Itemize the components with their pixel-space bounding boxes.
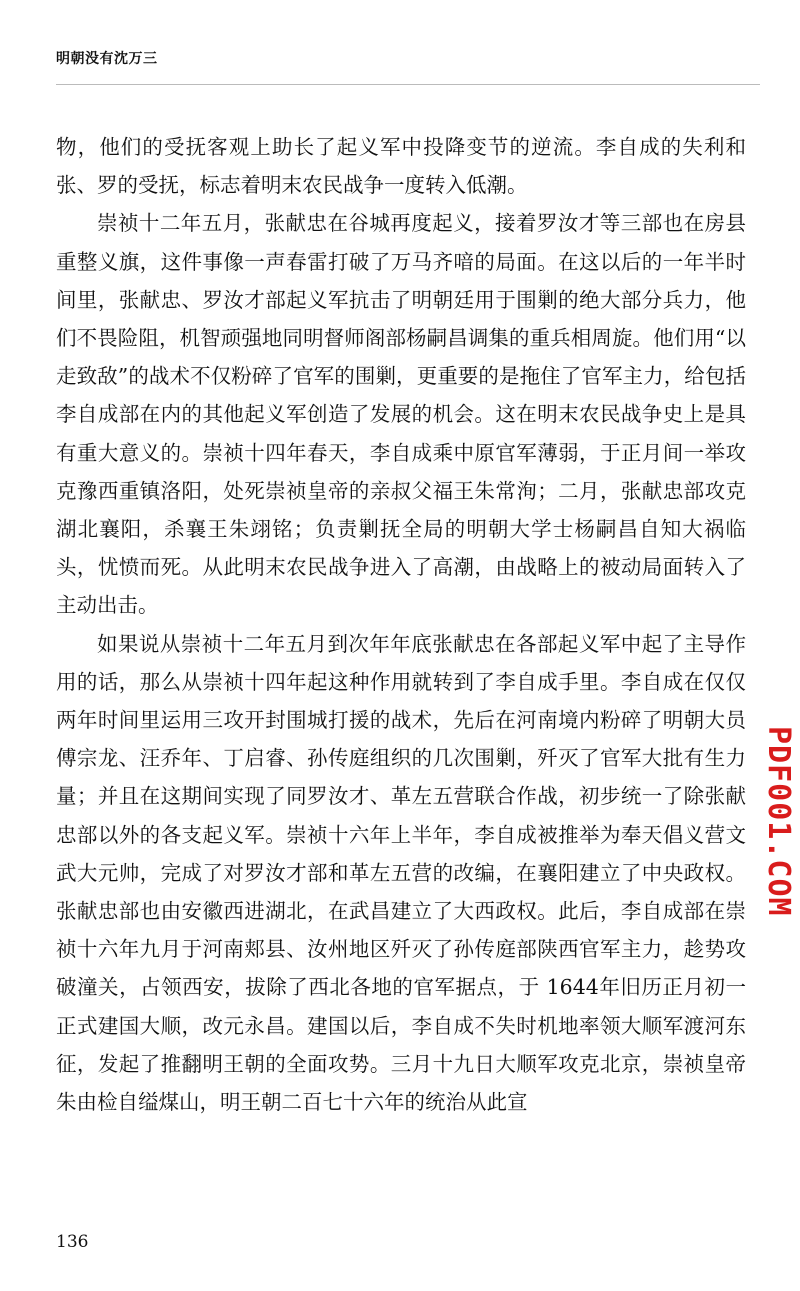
watermark-text: PDF001.COM — [761, 726, 796, 917]
paragraph-3: 如果说从崇祯十二年五月到次年年底张献忠在各部起义军中起了主导作用的话，那么从崇祯十四年起这种作用就转到了李自成手里。李自成在仅仅两年时间里运用三攻开封围城打援的战术，先后在河南境内粉碎了明朝大员傅宗龙、汪乔年、丁启睿、孙传庭组织的几次围剿，歼灭了官军大批有生力量；并且在这期间实现了同罗汝才、革左五营联合作战，初步统一了除张献忠部以外的各支起义军。崇祯十六年上半年，李自成被推举为奉天倡义营文武大元帅，完成了对罗汝才部和革左五营的改编，在襄阳建立了中央政权。张献忠部也由安徽西进湖北，在武昌建立了大西政权。此后，李自成部在崇祯十六年九月于河南郏县、汝州地区歼灭了孙传庭部陕西官军主力，趁势攻破潼关，占领西安，拔除了西北各地的官军据点，于 1644年旧历正月初一正式建国大顺，改元永昌。建国以后，李自成不失时机地率领大顺军渡河东征，发起了推翻明王朝的全面攻势。三月十九日大顺军攻克北京，崇祯皇帝朱由检自缢煤山，明王朝二百七十六年的统治从此宣 — [56, 631, 746, 1115]
page-number: 136 — [56, 1232, 89, 1252]
paragraph-1: 物，他们的受抚客观上助长了起义军中投降变节的逆流。李自成的失利和张、罗的受抚，标志着明末农民战争一度转入低潮。 — [56, 135, 746, 198]
header-divider — [56, 84, 760, 85]
paragraph-2: 崇祯十二年五月，张献忠在谷城再度起义，接着罗汝才等三部也在房县重整义旗，这件事像一声春雷打破了万马齐喑的局面。在这以后的一年半时间里，张献忠、罗汝才部起义军抗击了明朝廷用于围剿的绝大部分兵力，他们不畏险阻，机智顽强地同明督师阁部杨嗣昌调集的重兵相周旋。他们用“以走致敌”的战术不仅粉碎了官军的围剿，更重要的是拖住了官军主力，给包括李自成部在内的其他起义军创造了发展的机会。这在明末农民战争史上是具有重大意义的。崇祯十四年春天，李自成乘中原官军薄弱，于正月间一举攻克豫西重镇洛阳，处死崇祯皇帝的亲叔父福王朱常洵；二月，张献忠部攻克湖北襄阳，杀襄王朱翊铭；负责剿抚全局的明朝大学士杨嗣昌自知大祸临头，忧愤而死。从此明末农民战争进入了高潮，由战略上的被动局面转入了主动出击。 — [56, 211, 746, 618]
body-text — [56, 128, 746, 1121]
running-header-title: 明朝没有沈万三 — [56, 51, 158, 67]
